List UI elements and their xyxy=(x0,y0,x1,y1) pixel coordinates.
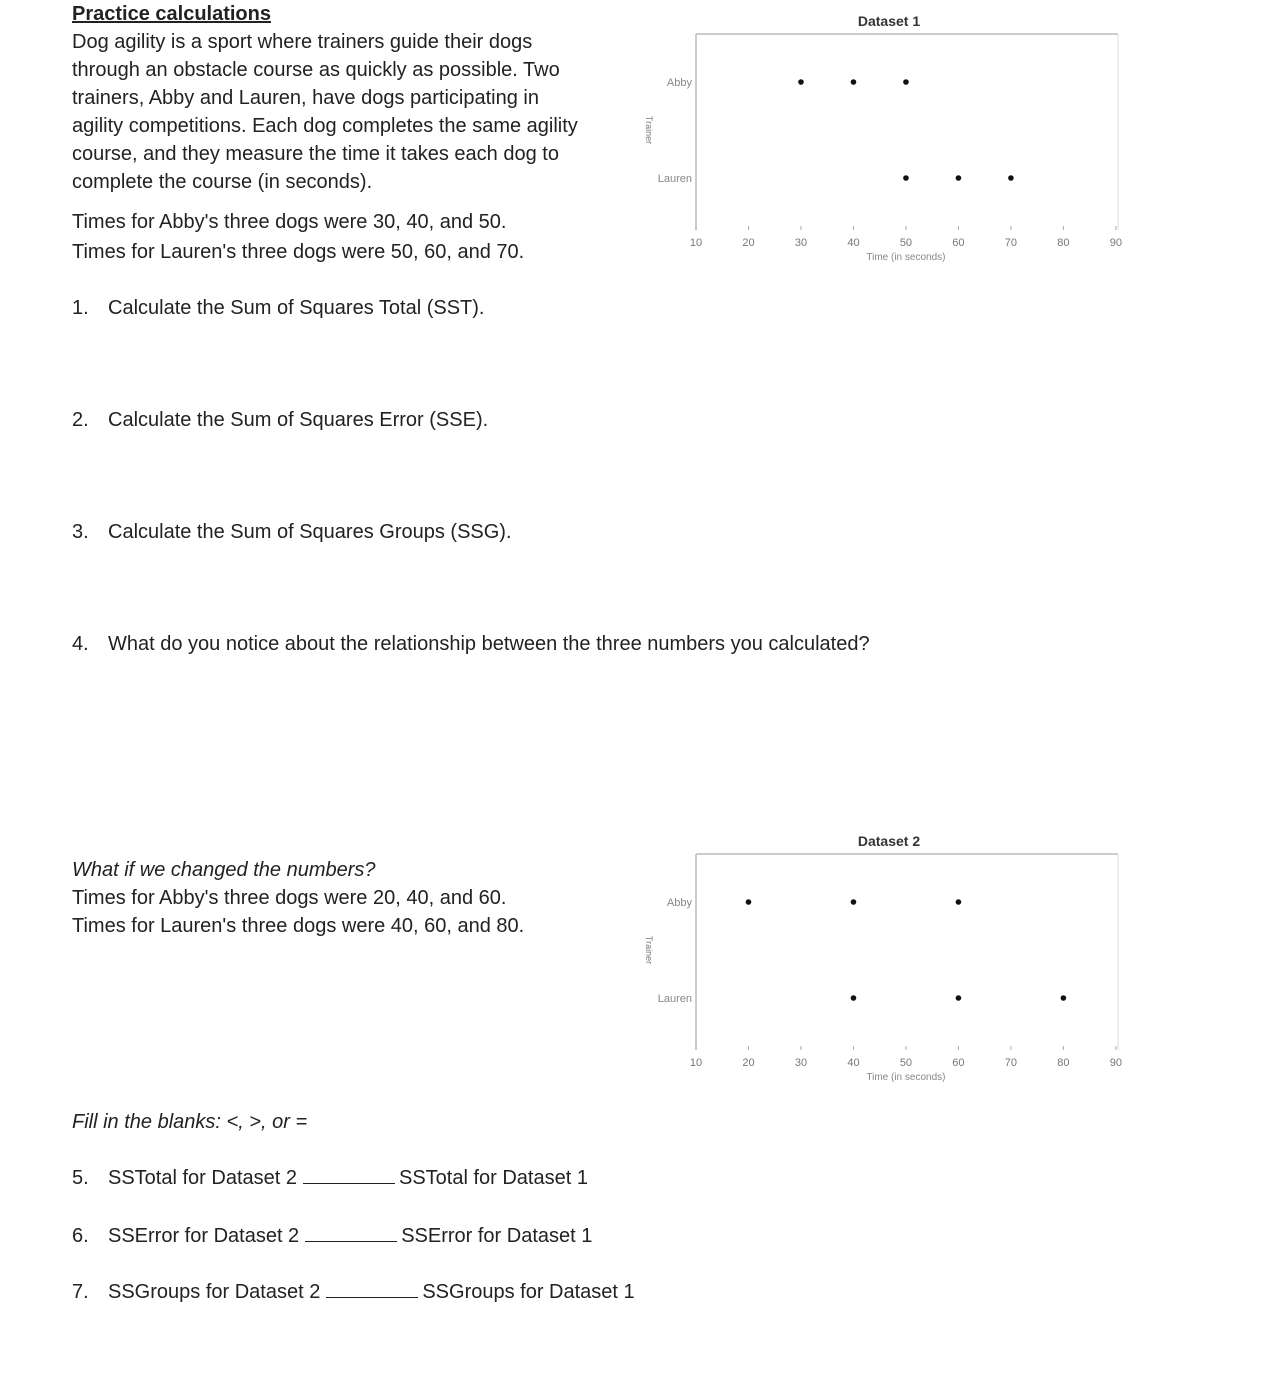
y-axis-label: Trainer xyxy=(644,115,654,145)
question-text: Calculate the Sum of Squares Total (SST). xyxy=(108,297,485,319)
times-abby-2: Times for Abby's three dogs were 20, 40, and 60. xyxy=(72,887,507,909)
y-category-label: Abby xyxy=(666,77,692,89)
question-number: 2. xyxy=(72,409,89,431)
intro-line: through an obstacle course as quickly as possible. Two xyxy=(72,59,560,81)
x-tick-label: 70 xyxy=(1004,237,1018,249)
x-tick-label: 90 xyxy=(1109,1057,1123,1069)
x-tick-label: 30 xyxy=(794,1057,808,1069)
question-text: Calculate the Sum of Squares Error (SSE). xyxy=(108,409,489,431)
blank-right-text: SSTotal for Dataset 1 xyxy=(398,1167,588,1189)
blank-right-text: SSGroups for Dataset 1 xyxy=(422,1281,635,1303)
x-tick-label: 80 xyxy=(1057,1057,1070,1069)
what-if-heading: What if we changed the numbers? xyxy=(72,859,376,881)
data-point-abby xyxy=(903,79,909,85)
times-abby-1: Times for Abby's three dogs were 30, 40, and 50. xyxy=(72,211,507,233)
blank-question-5 xyxy=(72,1164,588,1192)
answer-blank[interactable] xyxy=(305,1223,397,1242)
question-text: What do you notice about the relationship between the three numbers you calculated? xyxy=(108,633,870,655)
question-text: Calculate the Sum of Squares Groups (SSG). xyxy=(108,521,512,543)
fill-prompt: Fill in the blanks: <, >, or = xyxy=(72,1111,308,1133)
blank-question-7 xyxy=(72,1278,635,1306)
data-point-lauren xyxy=(1008,175,1014,181)
question-number: 6. xyxy=(72,1225,89,1247)
data-point-lauren xyxy=(956,995,962,1001)
question-1 xyxy=(72,294,484,322)
x-axis-label: Time (in seconds) xyxy=(866,252,946,263)
question-2 xyxy=(72,406,488,434)
x-tick-label: 10 xyxy=(689,237,703,249)
blank-question-6 xyxy=(72,1222,592,1250)
data-point-lauren xyxy=(851,995,857,1001)
question-number: 5. xyxy=(72,1167,89,1189)
x-tick-label: 40 xyxy=(847,237,860,249)
blank-left-text: SSTotal for Dataset 2 xyxy=(108,1167,297,1189)
question-number: 7. xyxy=(72,1281,89,1303)
intro-line: trainers, Abby and Lauren, have dogs participating in xyxy=(72,87,539,109)
x-tick-label: 50 xyxy=(899,1057,913,1069)
y-category-label: Lauren xyxy=(657,173,692,185)
x-tick-label: 40 xyxy=(847,1057,860,1069)
dataset-1-chart xyxy=(620,0,1140,280)
x-tick-label: 90 xyxy=(1109,237,1123,249)
blank-right-text: SSError for Dataset 1 xyxy=(401,1225,593,1247)
answer-blank[interactable] xyxy=(326,1279,418,1298)
question-number: 4. xyxy=(72,633,89,655)
data-point-abby xyxy=(851,79,857,85)
question-3 xyxy=(72,518,512,546)
question-4 xyxy=(72,630,870,658)
x-tick-label: 60 xyxy=(952,1057,965,1069)
x-tick-label: 80 xyxy=(1057,237,1070,249)
data-point-lauren xyxy=(903,175,909,181)
intro-line: agility competitions. Each dog completes the same agility xyxy=(72,115,578,137)
x-tick-label: 20 xyxy=(742,1057,755,1069)
blank-left-text: SSError for Dataset 2 xyxy=(108,1225,300,1247)
x-axis-label: Time (in seconds) xyxy=(866,1072,946,1083)
x-tick-label: 50 xyxy=(899,237,913,249)
data-point-abby xyxy=(798,79,804,85)
page-title: Practice calculations xyxy=(72,3,271,25)
question-number: 1. xyxy=(72,297,89,319)
dataset-2-chart xyxy=(620,820,1140,1100)
data-point-abby xyxy=(746,899,752,905)
x-tick-label: 60 xyxy=(952,237,965,249)
x-tick-label: 70 xyxy=(1004,1057,1018,1069)
y-axis-label: Trainer xyxy=(644,935,654,965)
y-category-label: Lauren xyxy=(657,993,692,1005)
answer-blank[interactable] xyxy=(303,1165,395,1184)
x-tick-label: 10 xyxy=(689,1057,703,1069)
data-point-lauren xyxy=(956,175,962,181)
question-number: 3. xyxy=(72,521,89,543)
y-category-label: Abby xyxy=(666,897,692,909)
times-lauren-1: Times for Lauren's three dogs were 50, 60, and 70. xyxy=(72,241,525,263)
intro-line: Dog agility is a sport where trainers guide their dogs xyxy=(72,31,533,53)
intro-line: course, and they measure the time it takes each dog to xyxy=(72,143,559,165)
x-tick-label: 20 xyxy=(742,237,755,249)
data-point-abby xyxy=(851,899,857,905)
times-lauren-2: Times for Lauren's three dogs were 40, 60, and 80. xyxy=(72,915,525,937)
data-point-lauren xyxy=(1061,995,1067,1001)
chart-title: Dataset 1 xyxy=(857,13,921,29)
blank-left-text: SSGroups for Dataset 2 xyxy=(108,1281,321,1303)
x-tick-label: 30 xyxy=(794,237,808,249)
data-point-abby xyxy=(956,899,962,905)
chart-title: Dataset 2 xyxy=(857,833,921,849)
intro-line: complete the course (in seconds). xyxy=(72,171,373,193)
